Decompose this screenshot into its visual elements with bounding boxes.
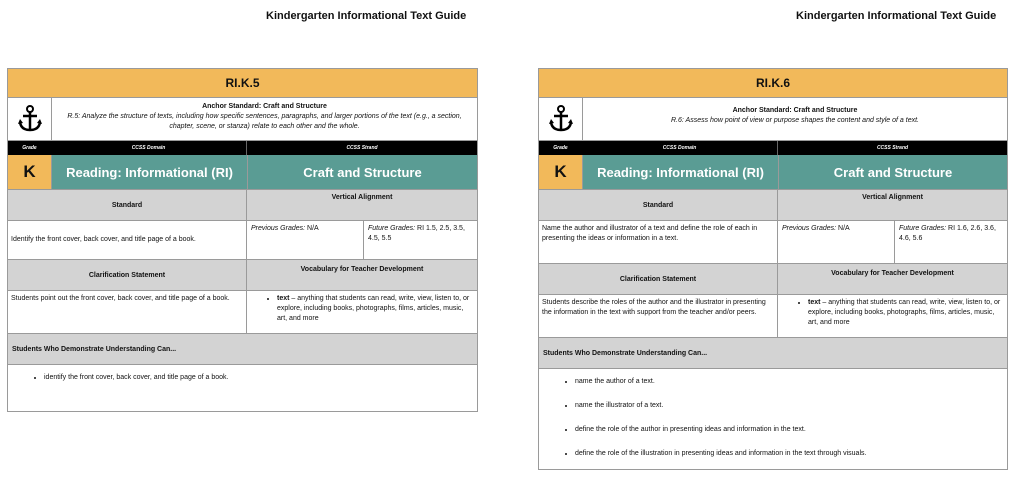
- vocabulary-definition: – anything that students can read, write, view, listen to, or explore, including books, photographs, films, articles, music, art, and more: [277, 295, 470, 322]
- previous-grades-label: Previous Grades:: [251, 225, 306, 232]
- strip-domain-label: CCSS Domain: [582, 141, 778, 155]
- anchor-icon: [8, 98, 52, 140]
- clarification-content-row: [8, 291, 477, 334]
- domain-band: [8, 155, 477, 190]
- clarification-text: Students point out the front cover, back cover, and title page of a book.: [8, 291, 247, 333]
- vocabulary-list: [778, 295, 1007, 337]
- previous-grades: [778, 221, 895, 263]
- grade-letter: K: [539, 155, 582, 189]
- anchor-standard-row: [8, 98, 477, 141]
- strand-name: Craft and Structure: [779, 155, 1007, 189]
- card-title: RI.K.5: [8, 69, 477, 98]
- vocabulary-item: [808, 298, 1003, 328]
- future-grades: [895, 221, 1007, 263]
- standard-content-row: [8, 221, 477, 260]
- vocabulary: [247, 291, 477, 333]
- clarification-label: Clarification Statement: [8, 260, 247, 290]
- vocabulary-item: [277, 294, 473, 324]
- vocabulary-term: text: [277, 295, 290, 302]
- vocabulary-list: [247, 291, 477, 333]
- vertical-alignment-label: Vertical Alignment: [778, 190, 1007, 220]
- anchor-standard-title: Anchor Standard: Craft and Structure: [202, 103, 327, 110]
- list-item: • name the illustrator of a text.: [575, 401, 1007, 411]
- strip-strand-label: CCSS Strand: [876, 145, 909, 151]
- students-understanding-label: Students Who Demonstrate Understanding Can...: [8, 334, 477, 365]
- vocabulary-label: Vocabulary for Teacher Development: [778, 264, 1007, 294]
- clarification-header-row: [539, 264, 1007, 295]
- anchor-standard-row: [539, 98, 1007, 141]
- standard-label: Standard: [8, 190, 247, 220]
- anchor-standard-desc: R.5: Analyze the structure of texts, including how specific sentences, paragraphs, and larger portions of the text (e.g., a section, chapter, scene, or stanza) relate to each other and the whole.: [67, 113, 462, 130]
- future-grades: [364, 221, 477, 259]
- students-understanding-list: [539, 377, 1007, 459]
- clarification-header-row: [8, 260, 477, 291]
- strip-domain-label: CCSS Domain: [51, 141, 247, 155]
- vertical-alignment: [247, 221, 477, 259]
- students-understanding-label: Students Who Demonstrate Understanding Can...: [539, 338, 1007, 369]
- students-understanding-list: [8, 373, 477, 383]
- header-strip: [8, 141, 477, 155]
- standard-card-rik6: [538, 68, 1008, 470]
- anchor-text: [52, 98, 477, 140]
- previous-grades-label: Previous Grades:: [782, 225, 837, 232]
- future-grades-label: Future Grades:: [899, 225, 947, 232]
- vocabulary: [778, 295, 1007, 337]
- list-item: • define the role of the illustration in presenting ideas and information in the text through visuals.: [575, 449, 1007, 459]
- previous-grades: [247, 221, 364, 259]
- domain-name: Reading: Informational (RI): [582, 155, 779, 189]
- domain-band: [539, 155, 1007, 190]
- page-header-left: Kindergarten Informational Text Guide: [266, 10, 467, 22]
- anchor-icon: [539, 98, 583, 140]
- strip-grade-label: Grade: [22, 145, 37, 151]
- standard-header-row: [539, 190, 1007, 221]
- vocabulary-definition: – anything that students can read, write, view, listen to, or explore, including books, photographs, films, articles, music, art, and more: [808, 299, 1001, 326]
- strand-name: Craft and Structure: [248, 155, 477, 189]
- clarification-label: Clarification Statement: [539, 264, 778, 294]
- anchor-standard-desc: R.6: Assess how point of view or purpose shapes the content and style of a text.: [671, 117, 919, 124]
- list-item: • name the author of a text.: [575, 377, 1007, 387]
- previous-grades-value: N/A: [838, 225, 850, 232]
- anchor-standard-title: Anchor Standard: Craft and Structure: [732, 107, 858, 114]
- standard-text: Identify the front cover, back cover, and title page of a book.: [8, 221, 247, 259]
- standard-label: Standard: [539, 190, 778, 220]
- page-header-right: Kindergarten Informational Text Guide: [796, 10, 997, 22]
- standard-header-row: [8, 190, 477, 221]
- card-title: RI.K.6: [539, 69, 1007, 98]
- vocabulary-term: text: [808, 299, 821, 306]
- standard-content-row: [539, 221, 1007, 264]
- header-strip: [539, 141, 1007, 155]
- anchor-text: [583, 98, 1007, 140]
- clarification-text: Students describe the roles of the author and the illustrator in presenting the information in the text with support from the teacher and/or peers.: [539, 295, 778, 337]
- domain-name: Reading: Informational (RI): [51, 155, 248, 189]
- future-grades-label: Future Grades:: [368, 225, 416, 232]
- vertical-alignment-label: Vertical Alignment: [247, 190, 477, 220]
- strip-grade-label: Grade: [553, 145, 568, 151]
- strip-strand-label: CCSS Strand: [346, 145, 378, 151]
- list-item: • identify the front cover, back cover, and title page of a book.: [44, 373, 477, 383]
- list-item: • define the role of the author in presenting ideas and information in the text.: [575, 425, 1007, 435]
- previous-grades-value: N/A: [307, 225, 319, 232]
- future-grades-value: RI 1.6, 2.6, 3.6, 4.6, 5.6: [899, 225, 996, 242]
- clarification-content-row: [539, 295, 1007, 338]
- vocabulary-label: Vocabulary for Teacher Development: [247, 260, 477, 290]
- grade-letter: K: [8, 155, 51, 189]
- vertical-alignment: [778, 221, 1007, 263]
- future-grades-value: RI 1.5, 2.5, 3.5, 4.5, 5.5: [368, 225, 465, 242]
- standard-text: Name the author and illustrator of a text and define the role of each in presenting the ideas or information in a text.: [539, 221, 778, 263]
- standard-card-rik5: [7, 68, 478, 412]
